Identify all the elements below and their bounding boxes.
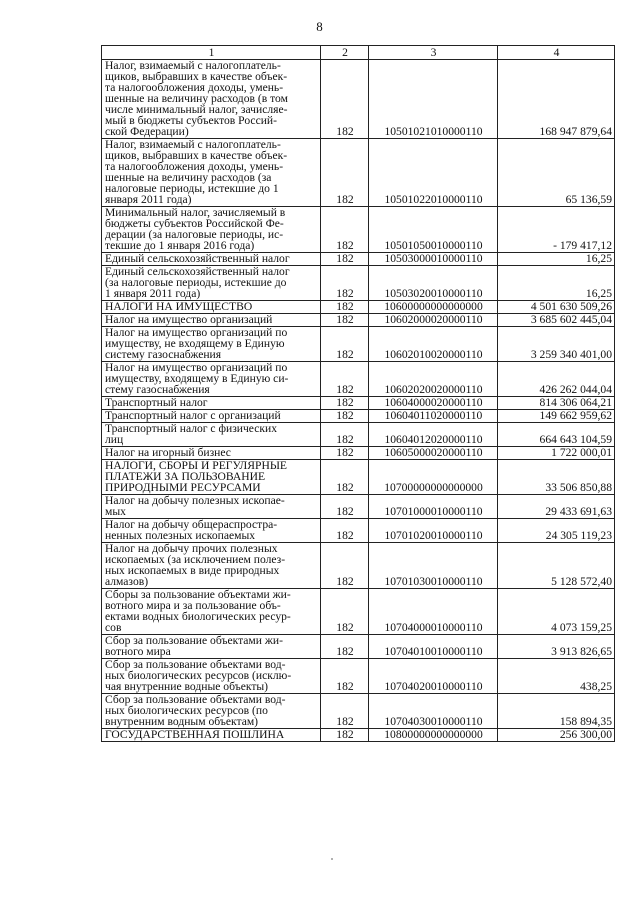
amount-cell: 5 128 572,40 [498, 543, 615, 589]
budget-code-cell: 10700000000000000 [369, 460, 498, 495]
table-row [102, 495, 615, 519]
table-row [102, 253, 615, 266]
table-row [102, 139, 615, 207]
table-row [102, 301, 615, 314]
amount-cell: 256 300,00 [498, 729, 615, 742]
amount-cell: 1 722 000,01 [498, 447, 615, 460]
amount-cell: 16,25 [498, 253, 615, 266]
revenue-name-cell: Налог, взимаемый с налогоплатель- щиков, выбравших в качестве объек- та налогообложения доходы, умень- шенные на величину расходов (за налоговые периоды, истекшие до 1 января 2011 года) [102, 139, 321, 207]
budget-code-cell: 10501021010000110 [369, 60, 498, 139]
amount-cell: - 179 417,12 [498, 207, 615, 253]
table-row [102, 694, 615, 729]
budget-code-cell: 10704010010000110 [369, 635, 498, 659]
amount-cell: 149 662 959,62 [498, 410, 615, 423]
revenue-name-cell: Сборы за пользование объектами жи- вотного мира и за пользование объ- ектами водных биологических ресур- сов [102, 589, 321, 635]
column-header-4: 4 [498, 46, 615, 60]
admin-code-cell: 182 [321, 423, 369, 447]
revenue-name-cell: Налог на игорный бизнес [102, 447, 321, 460]
table-row [102, 60, 615, 139]
revenue-name-cell: Налог на имущество организаций по имуществу, не входящему в Единую систему газоснабжения [102, 327, 321, 362]
revenue-name-cell: Налог на добычу полезных ископае- мых [102, 495, 321, 519]
revenue-name-cell: Транспортный налог с организаций [102, 410, 321, 423]
table-row [102, 635, 615, 659]
budget-code-cell: 10704020010000110 [369, 659, 498, 694]
amount-cell: 438,25 [498, 659, 615, 694]
table-row [102, 729, 615, 742]
budget-code-cell: 10604011020000110 [369, 410, 498, 423]
table-row [102, 589, 615, 635]
admin-code-cell: 182 [321, 543, 369, 589]
table-body [102, 46, 615, 742]
budget-code-cell: 10602000020000110 [369, 314, 498, 327]
admin-code-cell: 182 [321, 362, 369, 397]
budget-code-cell: 10604000020000110 [369, 397, 498, 410]
table-row [102, 659, 615, 694]
table-row [102, 423, 615, 447]
admin-code-cell: 182 [321, 495, 369, 519]
amount-cell: 664 643 104,59 [498, 423, 615, 447]
admin-code-cell: 182 [321, 266, 369, 301]
amount-cell: 33 506 850,88 [498, 460, 615, 495]
admin-code-cell: 182 [321, 694, 369, 729]
amount-cell: 4 073 159,25 [498, 589, 615, 635]
revenue-name-cell: Налог на имущество организаций по имуществу, входящему в Единую си- стему газоснабжения [102, 362, 321, 397]
revenue-name-cell: ГОСУДАРСТВЕННАЯ ПОШЛИНА [102, 729, 321, 742]
admin-code-cell: 182 [321, 397, 369, 410]
amount-cell: 158 894,35 [498, 694, 615, 729]
table-row [102, 207, 615, 253]
budget-code-cell: 10604012020000110 [369, 423, 498, 447]
revenue-name-cell: Налог на добычу прочих полезных ископаемых (за исключением полез- ных ископаемых в виде природных алмазов) [102, 543, 321, 589]
amount-cell: 814 306 064,21 [498, 397, 615, 410]
budget-code-cell: 10602020020000110 [369, 362, 498, 397]
budget-code-cell: 10800000000000000 [369, 729, 498, 742]
budget-code-cell: 10503000010000110 [369, 253, 498, 266]
amount-cell: 3 685 602 445,04 [498, 314, 615, 327]
admin-code-cell: 182 [321, 207, 369, 253]
admin-code-cell: 182 [321, 314, 369, 327]
column-header-3: 3 [369, 46, 498, 60]
revenue-name-cell: Сбор за пользование объектами вод- ных биологических ресурсов (по внутренним водным объектам) [102, 694, 321, 729]
amount-cell: 3 913 826,65 [498, 635, 615, 659]
amount-cell: 29 433 691,63 [498, 495, 615, 519]
revenue-table [101, 45, 615, 742]
admin-code-cell: 182 [321, 729, 369, 742]
amount-cell: 3 259 340 401,00 [498, 327, 615, 362]
admin-code-cell: 182 [321, 60, 369, 139]
admin-code-cell: 182 [321, 460, 369, 495]
table-row [102, 397, 615, 410]
budget-code-cell: 10605000020000110 [369, 447, 498, 460]
admin-code-cell: 182 [321, 589, 369, 635]
table-row [102, 266, 615, 301]
budget-code-cell: 10704030010000110 [369, 694, 498, 729]
budget-code-cell: 10503020010000110 [369, 266, 498, 301]
revenue-name-cell: НАЛОГИ НА ИМУЩЕСТВО [102, 301, 321, 314]
budget-code-cell: 10501050010000110 [369, 207, 498, 253]
admin-code-cell: 182 [321, 327, 369, 362]
admin-code-cell: 182 [321, 447, 369, 460]
revenue-name-cell: Налог на имущество организаций [102, 314, 321, 327]
budget-code-cell: 10501022010000110 [369, 139, 498, 207]
amount-cell: 4 501 630 509,26 [498, 301, 615, 314]
table-row [102, 314, 615, 327]
column-header-1: 1 [102, 46, 321, 60]
table-row [102, 447, 615, 460]
revenue-name-cell: Сбор за пользование объектами вод- ных биологических ресурсов (исклю- чая внутренние водные объекты) [102, 659, 321, 694]
admin-code-cell: 182 [321, 253, 369, 266]
revenue-name-cell: Минимальный налог, зачисляемый в бюджеты субъектов Российской Фе- дерации (за налоговые периоды, ис- текшие до 1 января 2016 года) [102, 207, 321, 253]
admin-code-cell: 182 [321, 635, 369, 659]
revenue-name-cell: Налог, взимаемый с налогоплатель- щиков, выбравших в качестве объек- та налогообложения доходы, умень- шенные на величину расходов (в том числе минимальный налог, зачисляе- мый в бюджеты субъектов Россий- ской Федерации) [102, 60, 321, 139]
revenue-name-cell: Налог на добычу общераспростра- ненных полезных ископаемых [102, 519, 321, 543]
admin-code-cell: 182 [321, 139, 369, 207]
budget-code-cell: 10701020010000110 [369, 519, 498, 543]
revenue-name-cell: Транспортный налог с физических лиц [102, 423, 321, 447]
page-number: 8 [316, 19, 323, 34]
budget-code-cell: 10602010020000110 [369, 327, 498, 362]
budget-code-cell: 10704000010000110 [369, 589, 498, 635]
table-row [102, 543, 615, 589]
revenue-name-cell: Единый сельскохозяйственный налог [102, 253, 321, 266]
amount-cell: 426 262 044,04 [498, 362, 615, 397]
admin-code-cell: 182 [321, 519, 369, 543]
budget-code-cell: 10701030010000110 [369, 543, 498, 589]
column-header-2: 2 [321, 46, 369, 60]
revenue-name-cell: НАЛОГИ, СБОРЫ И РЕГУЛЯРНЫЕ ПЛАТЕЖИ ЗА ПОЛЬЗОВАНИЕ ПРИРОДНЫМИ РЕСУРСАМИ [102, 460, 321, 495]
admin-code-cell: 182 [321, 659, 369, 694]
revenue-name-cell: Единый сельскохозяйственный налог (за налоговые периоды, истекшие до 1 января 2011 года) [102, 266, 321, 301]
admin-code-cell: 182 [321, 301, 369, 314]
budget-code-cell: 10600000000000000 [369, 301, 498, 314]
amount-cell: 168 947 879,64 [498, 60, 615, 139]
revenue-name-cell: Транспортный налог [102, 397, 321, 410]
table-row [102, 327, 615, 362]
amount-cell: 16,25 [498, 266, 615, 301]
table-row [102, 460, 615, 495]
amount-cell: 65 136,59 [498, 139, 615, 207]
budget-code-cell: 10701000010000110 [369, 495, 498, 519]
table-row [102, 362, 615, 397]
table-row [102, 519, 615, 543]
table-header-row [102, 46, 615, 60]
amount-cell: 24 305 119,23 [498, 519, 615, 543]
table-row [102, 410, 615, 423]
revenue-name-cell: Сбор за пользование объектами жи- вотного мира [102, 635, 321, 659]
admin-code-cell: 182 [321, 410, 369, 423]
scan-dot [331, 858, 333, 860]
